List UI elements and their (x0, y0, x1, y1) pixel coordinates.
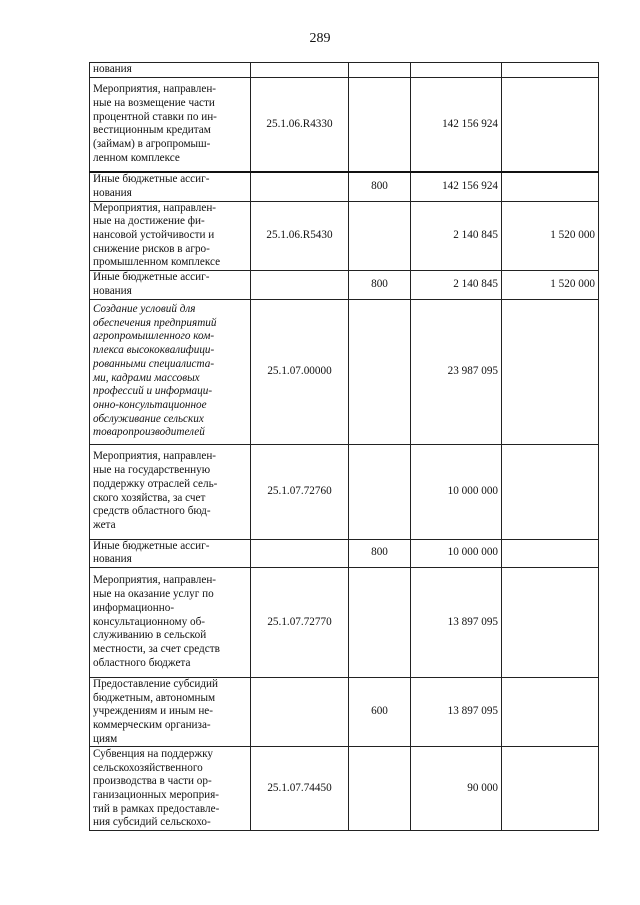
table-row (90, 77, 599, 172)
row-name-cell: Иные бюджетные ассиг- нования (90, 539, 251, 567)
table-row (90, 299, 599, 444)
row-amount-2020-cell (502, 63, 599, 78)
row-code-cell: 25.1.07.00000 (251, 299, 349, 444)
row-name-cell: Мероприятия, направлен- ные на достижение фи- нансовой устойчивости и снижение рисков в агро- промышленном комплексе (90, 201, 251, 271)
row-expense-type-cell: 800 (349, 172, 411, 201)
row-amount-2020-cell (502, 444, 599, 539)
row-code-cell: 25.1.06.R5430 (251, 201, 349, 271)
row-amount-2019-cell: 13 897 095 (411, 567, 502, 677)
page-number: 289 (309, 31, 331, 46)
row-code-cell: 25.1.06.R4330 (251, 77, 349, 172)
table-row (90, 567, 599, 677)
row-amount-2019-cell: 142 156 924 (411, 77, 502, 172)
row-code-cell (251, 271, 349, 299)
row-amount-2019-cell: 90 000 (411, 747, 502, 831)
table-row (90, 677, 599, 747)
budget-table (89, 62, 599, 831)
row-name-cell: Мероприятия, направлен- ные на оказание услуг по информационно- консультационному об- служиванию в сельской местности, за счет средств областного бюджета (90, 567, 251, 677)
row-code-cell: 25.1.07.72770 (251, 567, 349, 677)
row-amount-2019-cell: 13 897 095 (411, 677, 502, 747)
table-row (90, 201, 599, 271)
row-expense-type-cell (349, 567, 411, 677)
row-name-cell: Создание условий для обеспечения предприятий агропромышленного ком- плекса высококвалифици- рованными специалиста- ми, кадрами массовых профессий и информаци- онно-консультационное обслуживание сельских товаропроизводителей (90, 299, 251, 444)
row-expense-type-cell (349, 299, 411, 444)
row-name-cell: нования (90, 63, 251, 78)
row-expense-type-cell (349, 747, 411, 831)
table-row (90, 539, 599, 567)
row-name-cell: Иные бюджетные ассиг- нования (90, 172, 251, 201)
row-amount-2020-cell (502, 539, 599, 567)
row-expense-type-cell (349, 201, 411, 271)
row-expense-type-cell: 800 (349, 539, 411, 567)
row-amount-2019-cell: 2 140 845 (411, 271, 502, 299)
table-row (90, 747, 599, 831)
row-code-cell: 25.1.07.72760 (251, 444, 349, 539)
table-row (90, 444, 599, 539)
row-amount-2019-cell: 2 140 845 (411, 201, 502, 271)
row-amount-2020-cell (502, 747, 599, 831)
row-amount-2020-cell (502, 77, 599, 172)
row-amount-2020-cell (502, 567, 599, 677)
row-code-cell (251, 172, 349, 201)
row-name-cell: Мероприятия, направлен- ные на государственную поддержку отраслей сель- ского хозяйства, за счет средств областного бюд- жета (90, 444, 251, 539)
row-expense-type-cell (349, 77, 411, 172)
row-name-cell: Предоставление субсидий бюджетным, автономным учреждениям и иным не- коммерческим организа- циям (90, 677, 251, 747)
row-code-cell (251, 63, 349, 78)
row-amount-2019-cell: 23 987 095 (411, 299, 502, 444)
row-code-cell (251, 539, 349, 567)
row-code-cell (251, 677, 349, 747)
row-amount-2020-cell: 1 520 000 (502, 271, 599, 299)
row-expense-type-cell (349, 444, 411, 539)
row-amount-2020-cell (502, 299, 599, 444)
budget-table-body (90, 63, 599, 831)
row-amount-2019-cell: 10 000 000 (411, 444, 502, 539)
row-name-cell: Мероприятия, направлен- ные на возмещение части процентной ставки по ин- вестиционным кредитам (займам) в агропромыш- ленном комплексе (90, 77, 251, 172)
row-expense-type-cell: 800 (349, 271, 411, 299)
row-amount-2020-cell (502, 677, 599, 747)
row-amount-2020-cell: 1 520 000 (502, 201, 599, 271)
row-amount-2019-cell (411, 63, 502, 78)
row-expense-type-cell (349, 63, 411, 78)
row-name-cell: Субвенция на поддержку сельскохозяйственного производства в части ор- ганизационных мероприя- тий в рамках предоставле- ния субсидий сельскохо- (90, 747, 251, 831)
row-expense-type-cell: 600 (349, 677, 411, 747)
table-row (90, 63, 599, 78)
row-amount-2020-cell (502, 172, 599, 201)
row-amount-2019-cell: 142 156 924 (411, 172, 502, 201)
row-amount-2019-cell: 10 000 000 (411, 539, 502, 567)
row-name-cell: Иные бюджетные ассиг- нования (90, 271, 251, 299)
table-row (90, 172, 599, 201)
row-code-cell: 25.1.07.74450 (251, 747, 349, 831)
table-row (90, 271, 599, 299)
